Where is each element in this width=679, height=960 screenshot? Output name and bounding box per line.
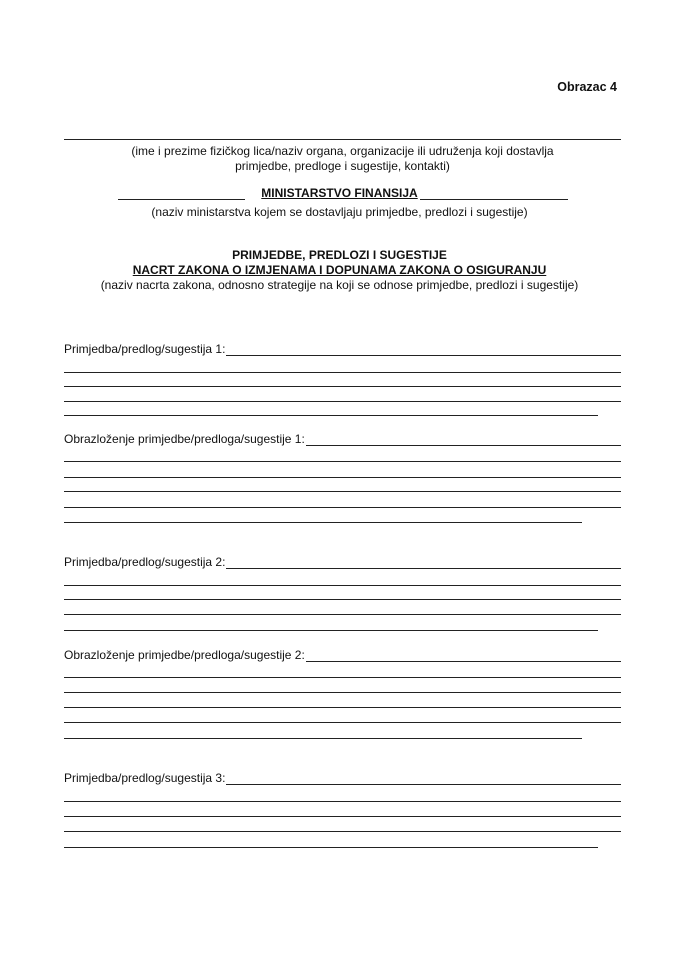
ministry-line-right — [420, 199, 568, 200]
reason-2-line[interactable] — [306, 650, 621, 662]
comment-1-line[interactable] — [64, 386, 621, 387]
comment-3-line[interactable] — [64, 801, 621, 802]
comment-2-line[interactable] — [64, 585, 621, 586]
reason-2-line[interactable] — [64, 722, 621, 723]
reason-1-line[interactable] — [64, 461, 621, 462]
comment-1-line[interactable] — [64, 415, 598, 416]
comment-2-line[interactable] — [226, 557, 621, 569]
comment-1-line[interactable] — [64, 401, 621, 402]
comment-3-label-row[interactable] — [64, 771, 621, 785]
reason-2-line[interactable] — [64, 738, 582, 739]
comment-3-line[interactable] — [64, 816, 621, 817]
comment-2-line[interactable] — [64, 599, 621, 600]
reason-2-line[interactable] — [64, 692, 621, 693]
comment-1-label-row[interactable] — [64, 342, 621, 356]
reason-1-line[interactable] — [64, 477, 621, 478]
comment-3-line[interactable] — [64, 847, 598, 848]
reason-2-line[interactable] — [64, 677, 621, 678]
law-name: NACRT ZAKONA O IZMJENAMA I DOPUNAMA ZAKONA O OSIGURANJU — [132, 263, 547, 277]
reason-2-label: Obrazloženje primjedbe/predloga/sugestije 2: — [64, 648, 305, 662]
comment-2-label-row[interactable] — [64, 555, 621, 569]
comment-3-label: Primjedba/predlog/sugestija 3: — [64, 771, 226, 785]
comment-1-line[interactable] — [64, 372, 621, 373]
reason-1-line[interactable] — [306, 434, 621, 446]
sender-caption-line2: primjedbe, predloge i sugestije, kontakti) — [235, 159, 450, 173]
ministry-caption: (naziv ministarstva kojem se dostavljaju primjedbe, predlozi i sugestije) — [151, 205, 528, 219]
comment-2-line[interactable] — [64, 630, 598, 631]
form-number: Obrazac 4 — [557, 80, 617, 94]
sender-caption-line1: (ime i prezime fizičkog lica/naziv organa, organizacije ili udruženja koji dostavlja — [131, 144, 554, 158]
comment-1-label: Primjedba/predlog/sugestija 1: — [64, 342, 226, 356]
reason-2-line[interactable] — [64, 707, 621, 708]
reason-1-line[interactable] — [64, 507, 621, 508]
sender-caption — [64, 144, 621, 174]
law-caption: (naziv nacrta zakona, odnosno strategije na koji se odnose primjedbe, predlozi i sugestije) — [100, 278, 579, 292]
comment-3-line[interactable] — [226, 773, 621, 785]
sender-line[interactable] — [64, 139, 621, 140]
reason-1-line[interactable] — [64, 522, 582, 523]
ministry-name: MINISTARSTVO FINANSIJA — [261, 186, 418, 200]
document-title: PRIMJEDBE, PREDLOZI I SUGESTIJE — [232, 248, 447, 262]
comment-2-label: Primjedba/predlog/sugestija 2: — [64, 555, 226, 569]
reason-1-line[interactable] — [64, 491, 621, 492]
reason-2-label-row[interactable] — [64, 648, 621, 662]
reason-1-label-row[interactable] — [64, 432, 621, 446]
comment-1-line[interactable] — [226, 344, 621, 356]
comment-2-line[interactable] — [64, 614, 621, 615]
reason-1-label: Obrazloženje primjedbe/predloga/sugestije 1: — [64, 432, 305, 446]
comment-3-line[interactable] — [64, 831, 621, 832]
